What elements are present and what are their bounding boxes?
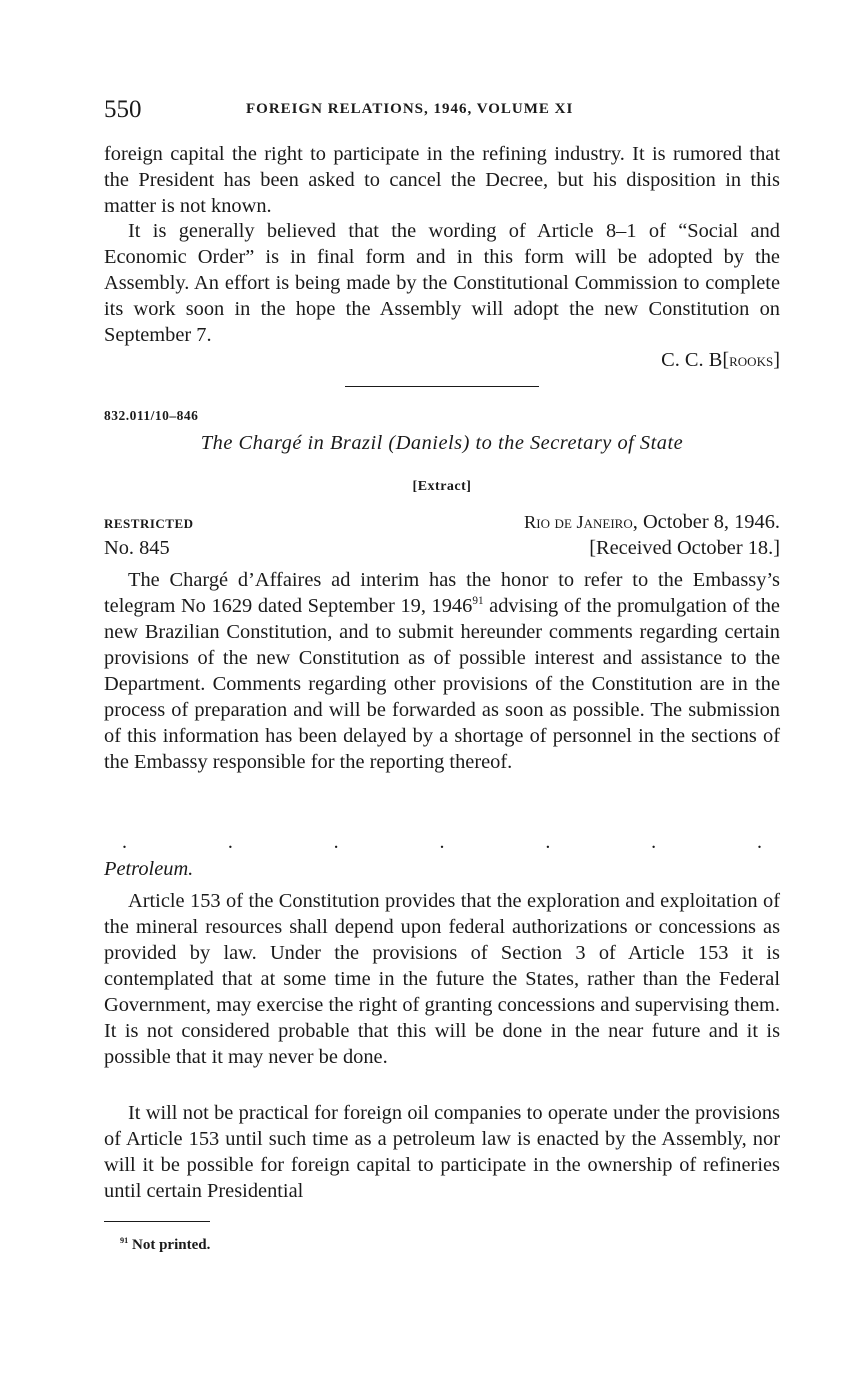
footnote-text: Not printed. xyxy=(128,1237,211,1253)
dateline-place-1: Rio de xyxy=(524,512,577,532)
document-title: The Chargé in Brazil (Daniels) to the Secretary of State xyxy=(200,432,684,454)
section-heading: Petroleum. xyxy=(104,858,194,880)
running-head xyxy=(104,96,780,126)
received-date: [Received October 18.] xyxy=(589,537,780,559)
page-number: 550 xyxy=(104,96,142,123)
footnote-reference: 91 xyxy=(472,595,484,608)
continuation-paragraph-2: It is generally believed that the wording of Article 8–1 of “Social and Economic Order” is in final form and in this form will be adopted by the Assembly. An effort is being made by the Constitutional Commission to complete its work soon in the hope the Assembly will adopt the new Constitution on September 7. xyxy=(104,220,780,346)
document-number: No. 845 xyxy=(104,537,170,559)
dateline-place-2: Janeiro xyxy=(576,512,633,532)
ellipsis-dot: . xyxy=(756,831,762,853)
continuation-paragraph: foreign capital the right to participate in the refining industry. It is rumored that the President has been asked to cancel the Decree, but his disposition in this matter is not known. xyxy=(104,143,780,217)
body-paragraph-1 xyxy=(104,567,780,775)
dateline xyxy=(524,511,780,534)
body-paragraph-2: Article 153 of the Constitution provides that the exploration and exploitation of the mineral resources shall depend upon federal authorizations or concessions as provided by law. Under the provisions of Section 3 of Article 153 it is contemplated that at some time in the future the States, rather than the Federal Government, may exercise the right of granting concessions and supervising them. It is not considered probable that this will be done in the near future and it is possible that it may never be done. xyxy=(104,890,780,1068)
ellipsis-dot: . xyxy=(122,831,127,853)
signature-initials: C. C. B[ xyxy=(661,349,730,371)
dateline-date: , October 8, 1946. xyxy=(632,511,780,533)
classification-label: RESTRICTED xyxy=(104,516,194,531)
footnote-marker: 91 xyxy=(120,1236,129,1245)
body-1-text: The Chargé d’Affaires ad interim has the honor to refer to the Embassy’s telegram No 1629 dated September 19, 1946 xyxy=(104,569,780,617)
running-title: FOREIGN RELATIONS, 1946, VOLUME XI xyxy=(246,101,574,117)
ellipsis-row xyxy=(122,832,762,852)
ellipsis-dot: . xyxy=(439,831,445,853)
signature xyxy=(661,347,780,373)
footnote-rule xyxy=(104,1221,210,1222)
section-divider xyxy=(345,386,539,387)
body-1-text-cont: advising of the promulgation of the new Brazilian Constitution, and to submit hereunder comments regarding certain provisions of the new Constitution as of possible interest and assistance to the Department. Comments regarding other provisions of the Constitution are in the process of preparation and will be forwarded as soon as possible. The submission of this information has been delayed by a shortage of personnel in the sections of the Embassy responsible for the reporting thereof. xyxy=(104,595,780,773)
signature-close: ] xyxy=(773,349,780,371)
ellipsis-dot: . xyxy=(333,831,339,853)
extract-label: [Extract] xyxy=(412,479,472,494)
body-paragraph-3: It will not be practical for foreign oil companies to operate under the provisions of Article 153 until such time as a petroleum law is enacted by the Assembly, nor will it be possible for foreign capital to participate in the ownership of refineries until certain Presidential xyxy=(104,1102,780,1202)
footnote xyxy=(120,1237,210,1254)
ellipsis-dot: . xyxy=(651,831,657,853)
ellipsis-dot: . xyxy=(227,831,233,853)
ellipsis-dot: . xyxy=(545,831,551,853)
file-number: 832.011/10–846 xyxy=(104,408,199,423)
signature-smallcaps: rooks xyxy=(729,350,774,370)
